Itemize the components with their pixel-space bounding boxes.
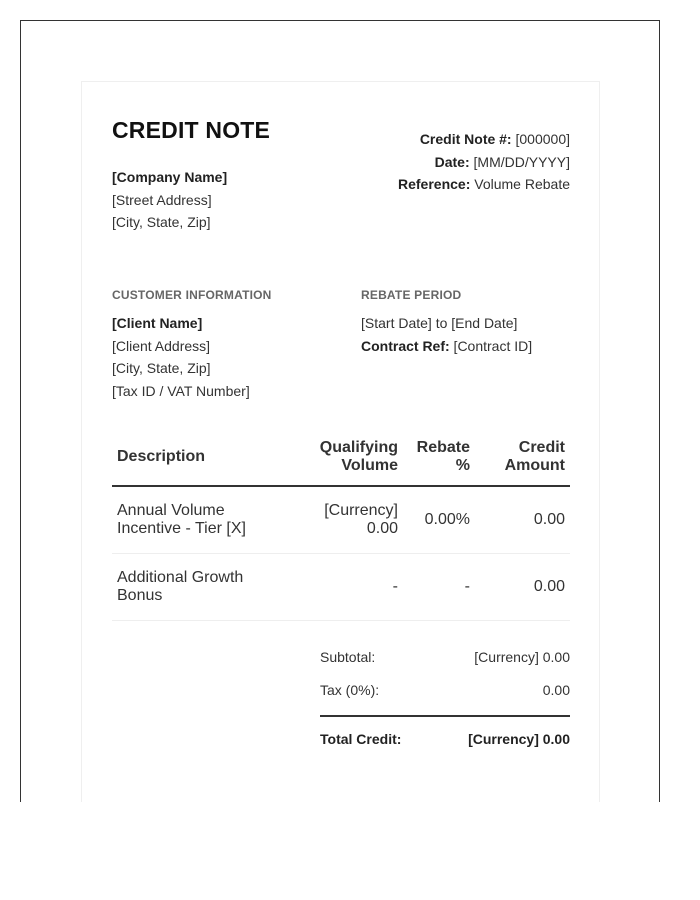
row-rebate-percent: 0.00% — [424, 511, 470, 528]
row-qualifying-volume — [324, 502, 398, 538]
row-credit-amount: 0.00 — [533, 511, 565, 528]
contract-ref — [361, 335, 532, 358]
reference-label: Reference: — [398, 176, 471, 192]
rebate-block — [361, 312, 532, 357]
company-city: [City, State, Zip] — [112, 214, 211, 230]
header-credit-line1: Credit — [518, 439, 565, 456]
document-meta — [398, 128, 570, 196]
document-date — [398, 151, 570, 174]
contract-value: [Contract ID] — [449, 337, 533, 354]
date-label: Date: — [434, 153, 470, 170]
table-row — [112, 554, 570, 621]
row-credit-amount: 0.00 — [533, 578, 565, 595]
company-street: [Street Address] — [112, 191, 212, 208]
reference-value: Volume Rebate — [470, 176, 570, 192]
date-value: [MM/DD/YYYY] — [469, 153, 570, 170]
header-rebate-line1: Rebate — [416, 439, 470, 456]
table-row — [112, 487, 570, 554]
header-rebate-line2: % — [455, 457, 470, 474]
total-credit-label: Total Credit: — [320, 731, 402, 747]
row-description: Annual Volume Incentive - Tier [X] — [117, 502, 246, 537]
header-credit-line2: Amount — [504, 457, 565, 474]
subtotal-value: [Currency] 0.00 — [474, 649, 570, 665]
subtotal-row — [320, 645, 570, 678]
document-reference — [398, 173, 570, 196]
contract-label: Contract Ref: — [361, 337, 450, 354]
table-header-row — [112, 430, 570, 487]
subtotal-label: Subtotal: — [320, 649, 376, 665]
header-qualifying-line2: Volume — [341, 457, 398, 474]
document-title: CREDIT NOTE — [112, 117, 271, 143]
client-address: [Client Address] — [112, 337, 211, 354]
row-rebate-percent: - — [464, 578, 470, 595]
tax-value: 0.00 — [542, 682, 570, 698]
credit-note-number — [398, 128, 570, 151]
total-credit-value: [Currency] 0.00 — [468, 731, 570, 747]
rebate-period: [Start Date] to [End Date] — [361, 315, 518, 331]
row-qualifying-volume: - — [392, 578, 398, 595]
header-rebate-percent — [417, 439, 470, 475]
credit-note-value: [000000] — [511, 131, 570, 147]
header-qualifying-volume — [320, 439, 398, 475]
header-qualifying-line1: Qualifying — [319, 439, 398, 456]
header-description: Description — [117, 448, 206, 465]
client-name: [Client Name] — [112, 315, 203, 331]
totals-block — [320, 645, 570, 757]
company-name: [Company Name] — [112, 169, 228, 185]
customer-section-label: CUSTOMER INFORMATION — [112, 288, 272, 302]
row-volume-line1: [Currency] — [324, 502, 398, 519]
header-credit-amount — [505, 439, 565, 475]
line-items-table — [112, 430, 570, 621]
total-credit-row — [320, 715, 570, 757]
row-volume-line2: 0.00 — [366, 520, 398, 537]
credit-note-label: Credit Note #: — [419, 131, 512, 147]
tax-label: Tax (0%): — [320, 682, 380, 698]
client-tax-id: [Tax ID / VAT Number] — [112, 382, 250, 399]
client-city: [City, State, Zip] — [112, 360, 211, 376]
company-block — [112, 166, 227, 234]
customer-block — [112, 312, 250, 402]
rebate-section-label: REBATE PERIOD — [361, 288, 462, 302]
tax-row — [320, 678, 570, 711]
row-description: Additional Growth Bonus — [117, 569, 244, 604]
